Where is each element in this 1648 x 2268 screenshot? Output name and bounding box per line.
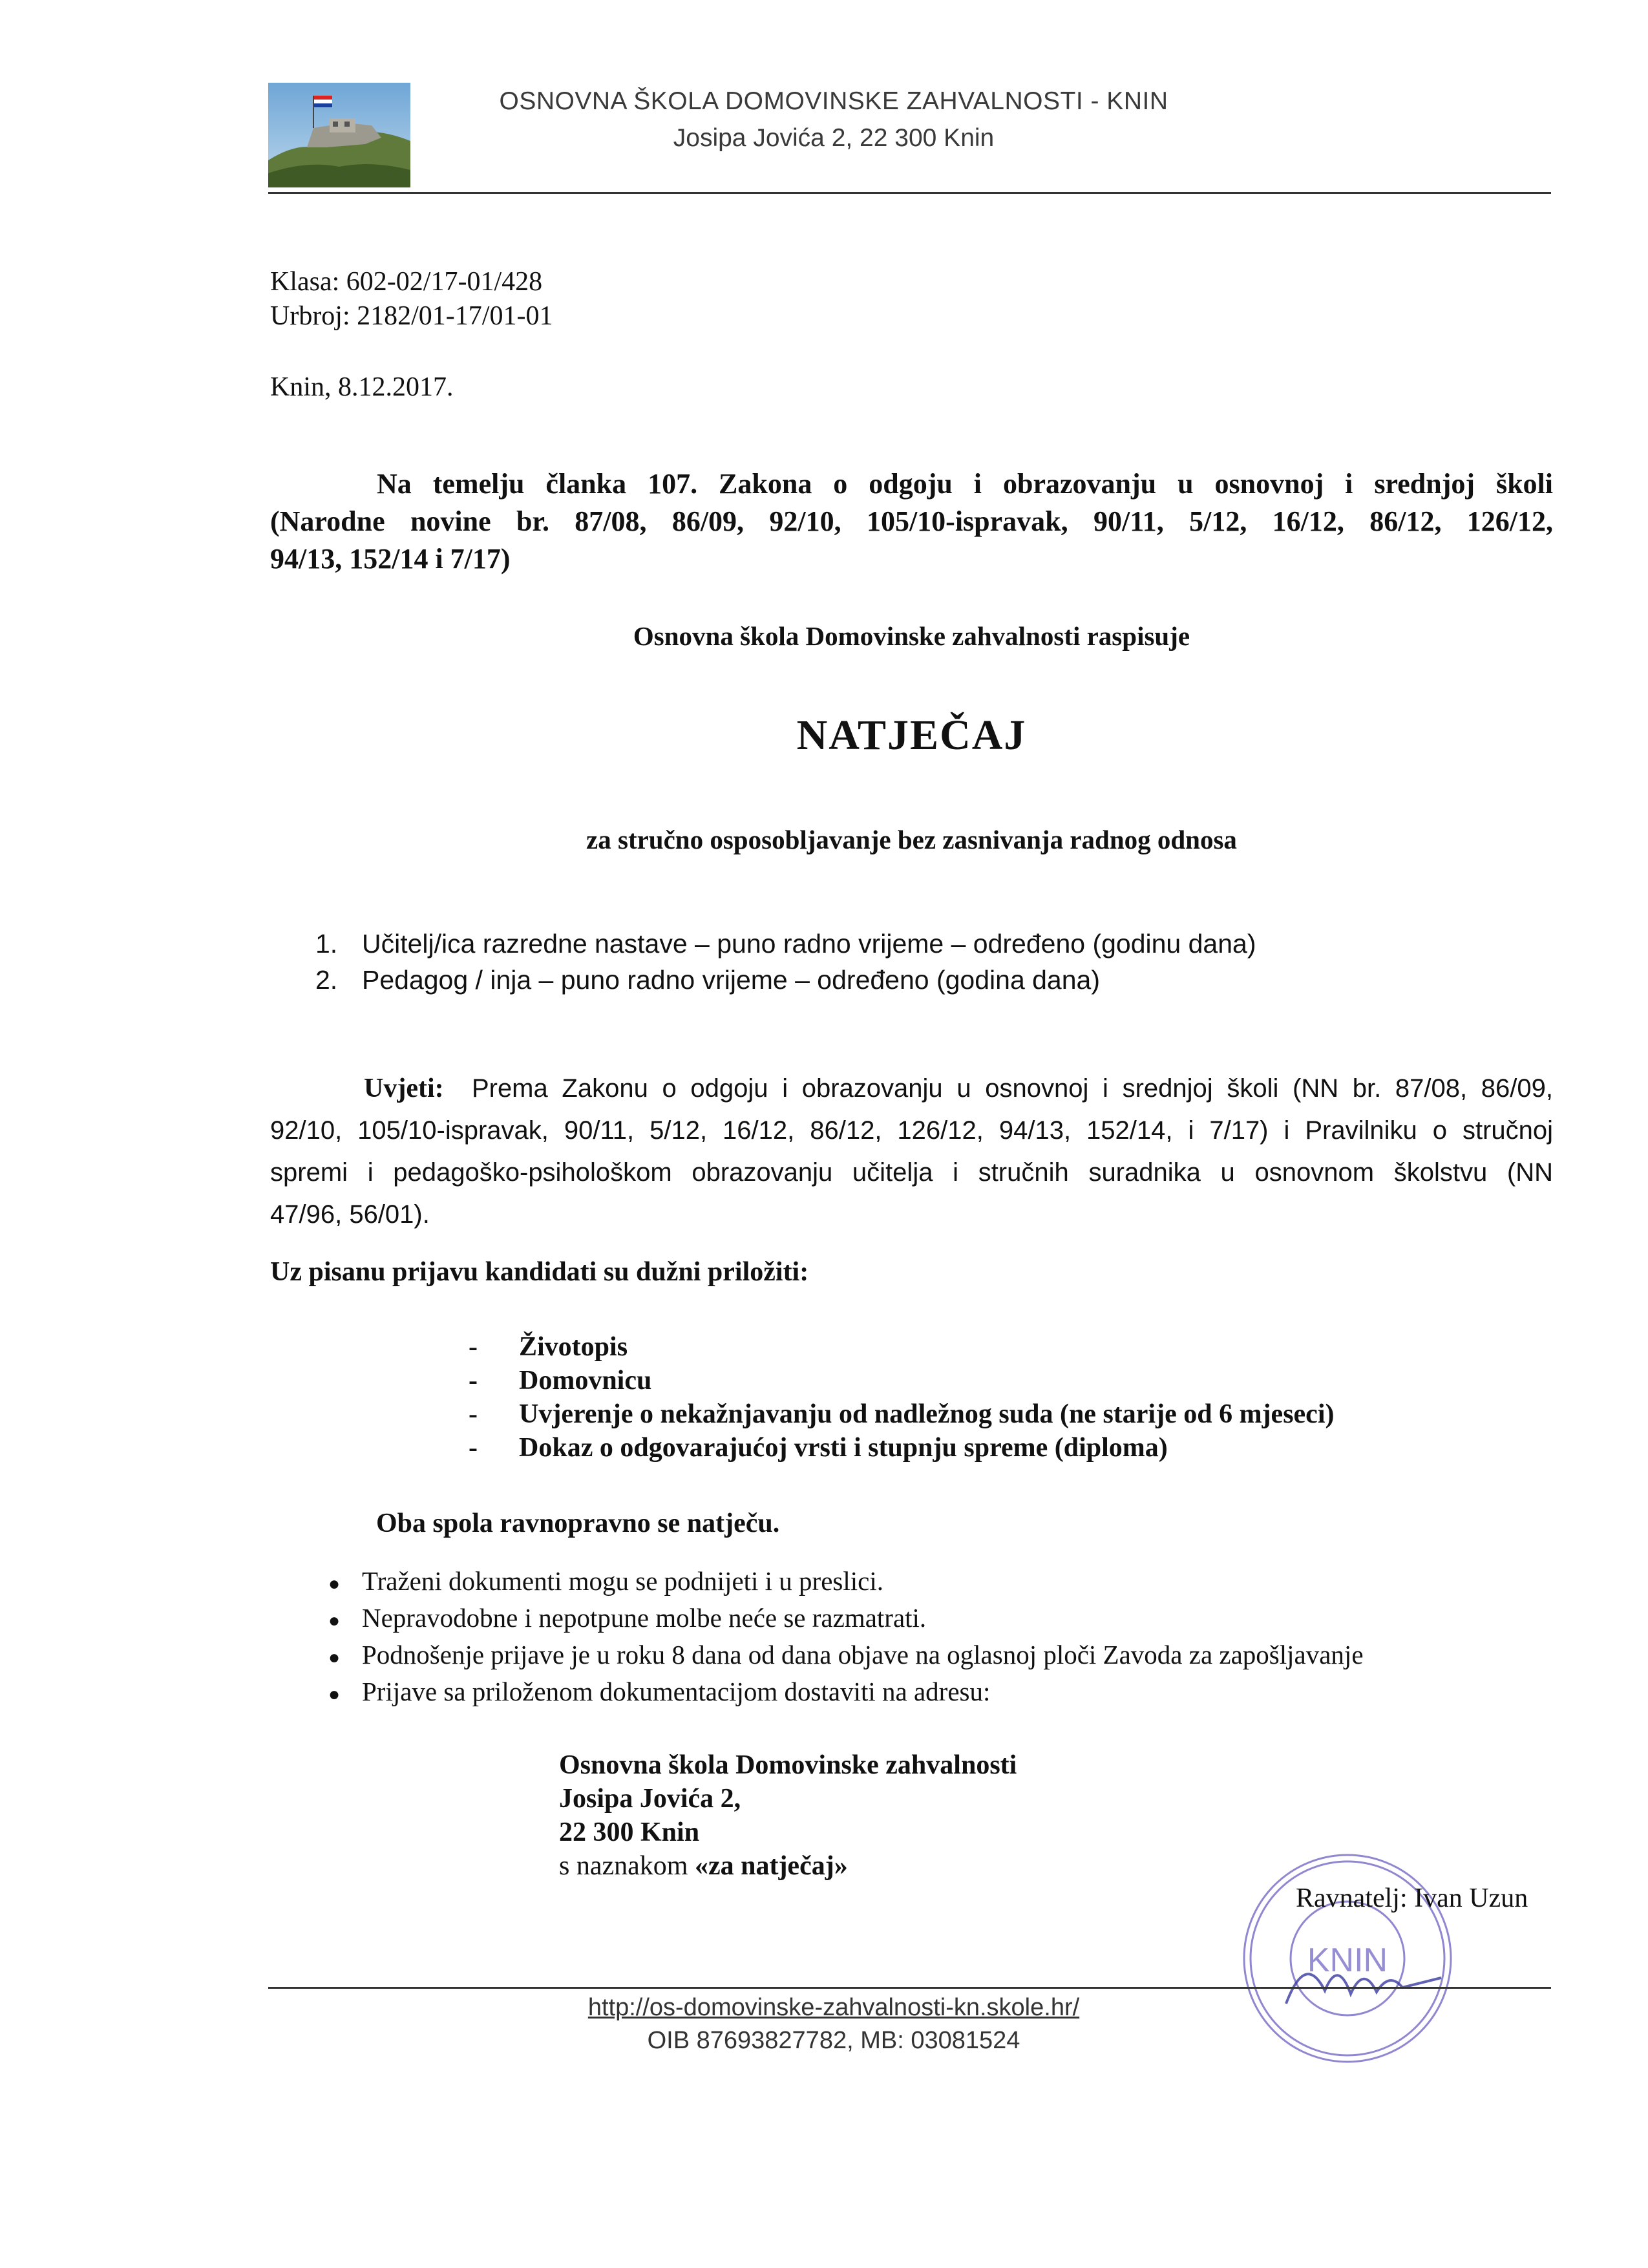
svg-text:KNIN: KNIN: [1307, 1942, 1388, 1979]
conditions-text: 92/10, 105/10-ispravak, 90/11, 5/12, 16/12, 86/12, 126/12, 94/13, 152/14, i 7/17) i Pravilniku o stručnoj: [270, 1116, 1553, 1145]
legal-basis: [270, 465, 1553, 578]
header-divider: [268, 192, 1551, 194]
list-item: - Uvjerenje o nekažnjavanju od nadležnog suda (ne starije od 6 mjeseci): [469, 1399, 1335, 1429]
document-title: NATJEČAJ: [796, 712, 1027, 759]
bullet-icon: ●: [328, 1647, 341, 1669]
positions-list: [315, 926, 1543, 998]
documents-list: [469, 1330, 1334, 1465]
list-item: - Životopis: [469, 1332, 628, 1362]
document-date: Knin, 8.12.2017.: [270, 372, 454, 402]
list-item: ● Podnošenje prijave je u roku 8 dana od dana objave na oglasnoj ploči Zavoda za zapošljavanje: [328, 1638, 1364, 1675]
document-subtitle: za stručno osposobljavanje bez zasnivanja radnog odnosa: [586, 825, 1237, 854]
bullet-icon: ●: [328, 1573, 341, 1595]
list-item: ● Traženi dokumenti mogu se podnijeti i u preslici.: [328, 1564, 1364, 1601]
urbroj: Urbroj: 2182/01-17/01-01: [270, 301, 553, 331]
conditions-text: Prema Zakonu o odgoju i obrazovanju u osnovnoj i srednjoj školi (NN br. 87/08, 86/09,: [471, 1074, 1553, 1103]
documents-intro: Uz pisanu prijavu kandidati su dužni priložiti:: [270, 1257, 809, 1287]
equality-statement: Oba spola ravnopravno se natječu.: [376, 1509, 780, 1538]
legal-basis-line: 94/13, 152/14 i 7/17): [270, 543, 511, 575]
signatory: Ravnatelj: Ivan Uzun: [1296, 1883, 1528, 1913]
school-name: OSNOVNA ŠKOLA DOMOVINSKE ZAHVALNOSTI - KNIN: [499, 87, 1168, 115]
list-item: 2. Pedagog / inja – puno radno vrijeme – određeno (godina dana): [315, 965, 1100, 995]
conditions-text: 47/96, 56/01).: [270, 1200, 430, 1229]
official-stamp: [1228, 1842, 1467, 2075]
bullet-icon: ●: [328, 1684, 341, 1706]
list-item: ● Nepravodobne i nepotpune molbe neće se razmatrati.: [328, 1601, 1364, 1638]
conditions-text: spremi i pedagoško-psihološkom obrazovanju učitelja i stručnih suradnika u osnovnom školstvu (NN: [270, 1158, 1553, 1187]
delivery-address: Osnovna škola Domovinske zahvalnosti Josipa Jovića 2, 22 300 Knin s naznakom «za natječaj»: [559, 1750, 1017, 1881]
footer-divider: [268, 1987, 1551, 1989]
list-item: 1. Učitelj/ica razredne nastave – puno radno vrijeme – određeno (godinu dana): [315, 929, 1256, 959]
bullet-icon: ●: [328, 1610, 341, 1632]
notes-list: [328, 1564, 1364, 1712]
announcement: Osnovna škola Domovinske zahvalnosti raspisuje: [633, 621, 1190, 651]
fortress-photo-icon: [268, 83, 410, 187]
school-logo: [268, 83, 410, 187]
klasa: Klasa: 602-02/17-01/428: [270, 267, 543, 297]
stamp-icon: [1228, 1842, 1467, 2075]
legal-basis-line: (Narodne novine br. 87/08, 86/09, 92/10, 105/10-ispravak, 90/11, 5/12, 16/12, 86/12, 126/12,: [270, 505, 1553, 537]
conditions-label: Uvjeti:: [364, 1074, 444, 1103]
list-item: - Dokaz o odgovarajućoj vrsti i stupnju spreme (diploma): [469, 1433, 1168, 1463]
school-website-link[interactable]: http://os-domovinske-zahvalnosti-kn.skole.hr/: [587, 1994, 1080, 2021]
conditions: [270, 1068, 1553, 1236]
list-item: ● Prijave sa priloženom dokumentacijom dostaviti na adresu:: [328, 1675, 1364, 1712]
legal-basis-line: Na temelju članka 107. Zakona o odgoju i obrazovanju u osnovnoj i srednjoj školi: [377, 468, 1553, 500]
list-item: - Domovnicu: [469, 1366, 652, 1395]
school-address: Josipa Jovića 2, 22 300 Knin: [673, 124, 995, 152]
school-ids: OIB 87693827782, MB: 03081524: [647, 2027, 1020, 2054]
